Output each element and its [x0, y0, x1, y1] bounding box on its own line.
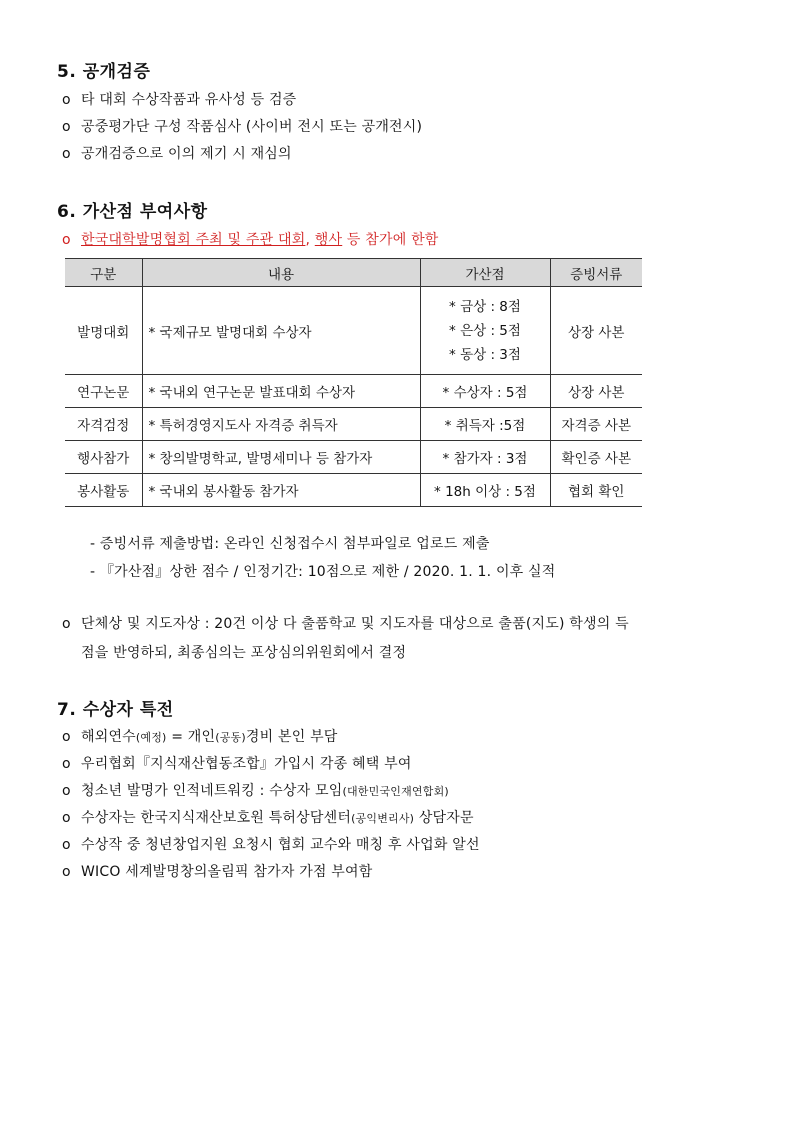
group-award-paragraph: o 단체상 및 지도자상 : 20건 이상 다 출품학교 및 지도자를 대상으로 출품(지도) 학생의 득 점을 반영하되, 최종심의는 포상심의위원회에서 결정: [62, 616, 629, 661]
row-document: 상장 사본: [550, 287, 642, 375]
row-content: * 국내외 연구논문 발표대회 수상자: [142, 375, 420, 408]
section-7-heading: 7. 수상자 특전: [57, 700, 174, 720]
section-5-item: o 공개검증으로 이의 제기 시 재심의: [62, 146, 292, 162]
row-document: 상장 사본: [550, 375, 642, 408]
section-7-item: o 수상자는 한국지식재산보호원 특허상담센터(공익변리사) 상담자문: [62, 810, 474, 826]
section-5-item: o 타 대회 수상작품과 유사성 등 검증: [62, 92, 297, 108]
table-note: - 『가산점』상한 점수 / 인정기간: 10점으로 제한 / 2020. 1. 1. 이후 실적: [90, 564, 556, 580]
row-content: * 국제규모 발명대회 수상자: [142, 287, 420, 375]
highlight-condition: o 한국대학발명협회 주최 및 주관 대회, 행사 등 참가에 한함: [62, 232, 439, 248]
row-category: 연구논문: [65, 375, 142, 408]
table-row: [65, 441, 642, 474]
row-document: 자격증 사본: [550, 408, 642, 441]
row-content: * 특허경영지도사 자격증 취득자: [142, 408, 420, 441]
table-note: - 증빙서류 제출방법: 온라인 신청접수시 첨부파일로 업로드 제출: [90, 536, 490, 552]
section-7-item: o 수상작 중 청년창업지원 요청시 협회 교수와 매칭 후 사업화 알선: [62, 837, 480, 853]
section-5-heading: 5. 공개검증: [57, 62, 151, 82]
row-content: * 창의발명학교, 발명세미나 등 참가자: [142, 441, 420, 474]
row-points: * 수상자 : 5점: [420, 375, 550, 408]
table-row: [65, 474, 642, 507]
table-header: 내용: [142, 259, 420, 287]
row-points: * 참가자 : 3점: [420, 441, 550, 474]
table-row: [65, 287, 642, 375]
table-header: 가산점: [420, 259, 550, 287]
row-points: * 18h 이상 : 5점: [420, 474, 550, 507]
row-category: 발명대회: [65, 287, 142, 375]
bonus-points-table: [65, 258, 642, 507]
table-header: 구분: [65, 259, 142, 287]
table-row: [65, 375, 642, 408]
section-7-item: o WICO 세계발명창의올림픽 참가자 가점 부여함: [62, 864, 373, 880]
row-category: 행사참가: [65, 441, 142, 474]
table-header-row: [65, 259, 642, 287]
section-7-item: o 청소년 발명가 인적네트워킹 : 수상자 모임(대한민국인재연합회): [62, 783, 449, 799]
row-category: 봉사활동: [65, 474, 142, 507]
section-7-item: o 해외연수(예정) = 개인(공동)경비 본인 부담: [62, 729, 338, 745]
row-content: * 국내외 봉사활동 참가자: [142, 474, 420, 507]
row-document: 확인증 사본: [550, 441, 642, 474]
table-row: [65, 408, 642, 441]
table-header: 증빙서류: [550, 259, 642, 287]
section-7-item: o 우리협회『지식재산협동조합』가입시 각종 혜택 부여: [62, 756, 412, 772]
row-points: * 취득자 :5점: [420, 408, 550, 441]
row-category: 자격검정: [65, 408, 142, 441]
section-5-item: o 공중평가단 구성 작품심사 (사이버 전시 또는 공개전시): [62, 119, 423, 135]
row-points: * 금상 : 8점 * 은상 : 5점 * 동상 : 3점: [420, 287, 550, 375]
row-document: 협회 확인: [550, 474, 642, 507]
section-6-heading: 6. 가산점 부여사항: [57, 202, 208, 222]
